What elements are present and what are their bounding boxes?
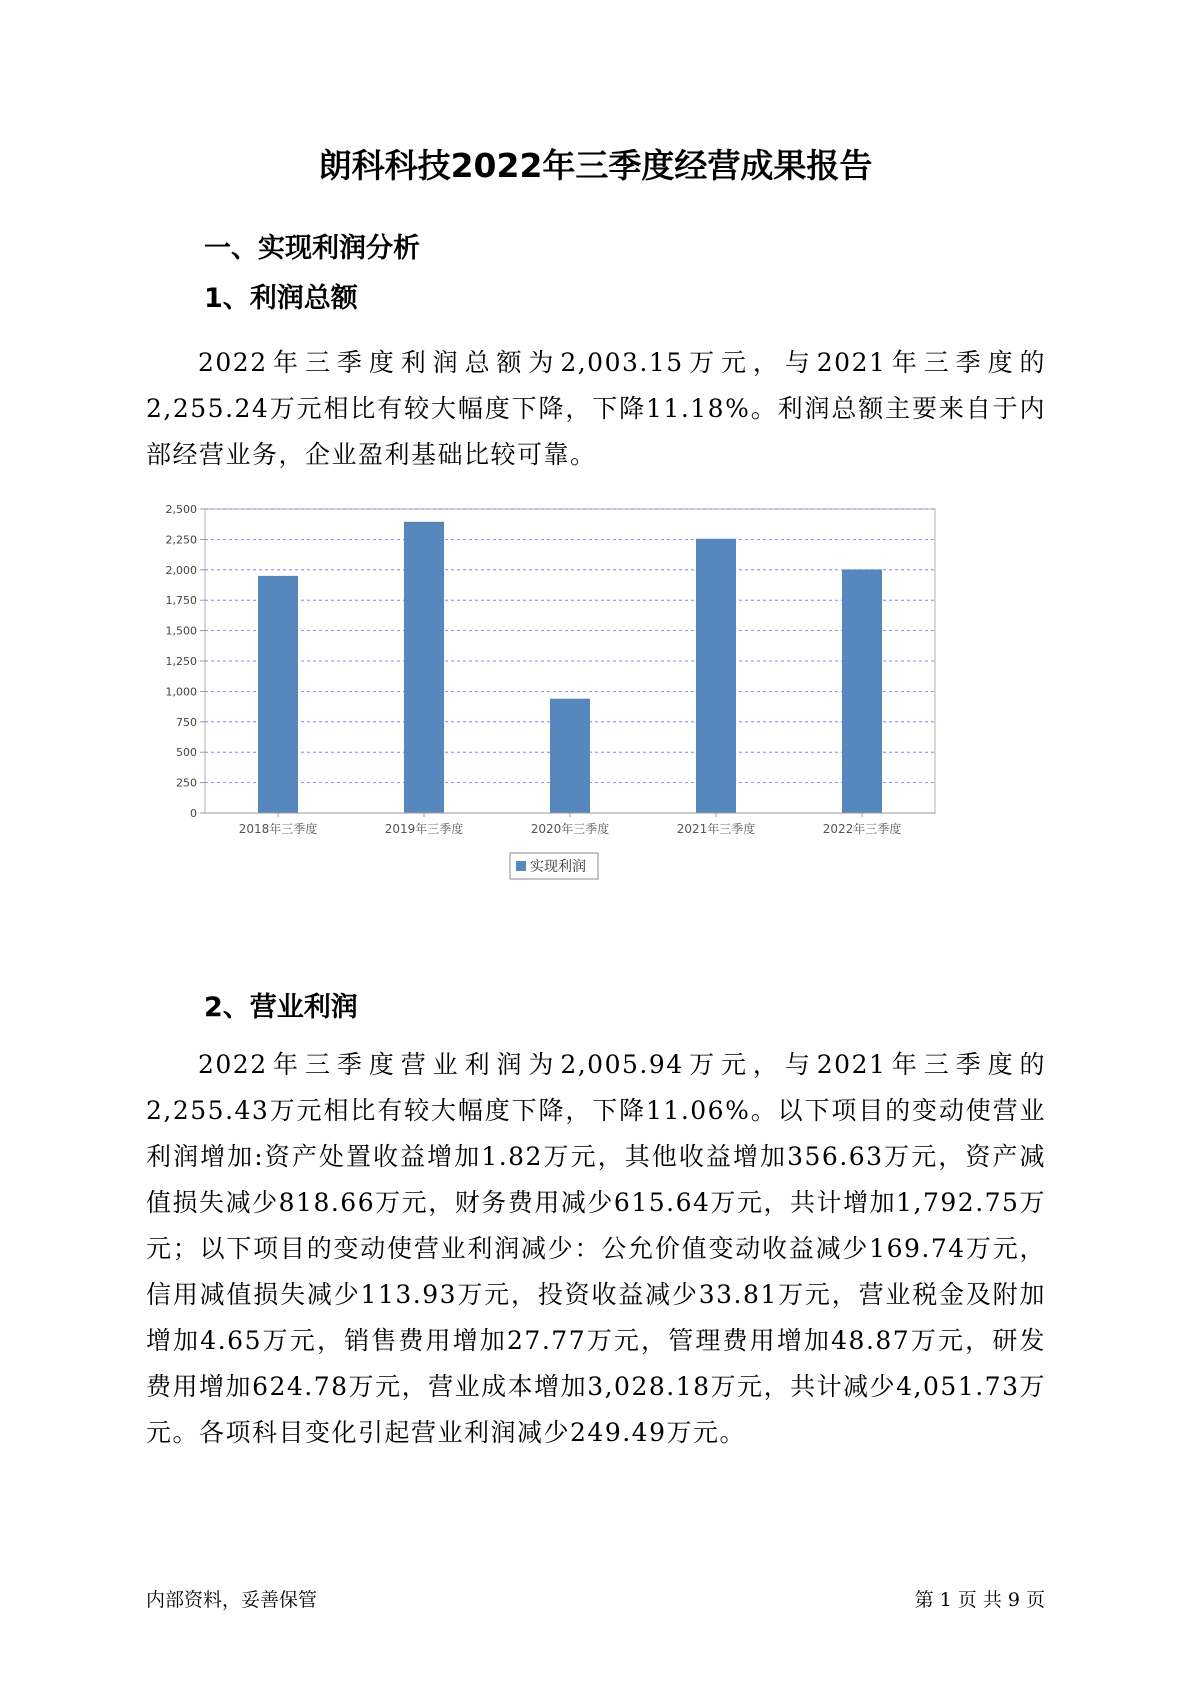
x-tick-label: 2019年三季度 [384,822,464,836]
bar [258,576,298,813]
bar [696,539,736,813]
operating-profit-paragraph: 2022年三季度营业利润为2,005.94万元，与2021年三季度的2,255.43万元相比有较大幅度下降，下降11.06%。以下项目的变动使营业利润增加:资产处置收益增加1.82万元，其他收益增加356.63万元，资产减值损失减少818.66万元，财务费用减少615.64万元，共计增加1,792.75万元；以下项目的变动使营业利润减少：公允价值变动收益减少169.74万元，信用减值损失减少113.93万元，投资收益减少33.81万元，营业税金及附加增加4.65万元，销售费用增加27.77万元，管理费用增加48.87万元，研发费用增加624.78万元，营业成本增加3,028.18万元，共计减少4,051.73万元。各项科目变化引起营业利润减少249.49万元。 [146,1050,1046,1447]
y-tick-label: 0 [190,807,197,820]
x-tick-label: 2022年三季度 [822,822,902,836]
y-tick-label: 500 [176,746,197,760]
y-tick-label: 2,250 [165,533,197,547]
y-tick-label: 1,250 [165,655,197,668]
total-profit-paragraph: 2022年三季度利润总额为2,003.15万元，与2021年三季度的2,255.24万元相比有较大幅度下降，下降11.18%。利润总额主要来自于内部经营业务，企业盈利基础比较可靠。 [146,348,1046,469]
y-tick-label: 1,750 [165,594,197,608]
y-tick-label: 250 [176,776,197,790]
legend-swatch [516,861,526,871]
bar [550,699,590,813]
section-heading-profit-analysis: 一、实现利润分析 [204,233,420,264]
subsection-heading-operating-profit: 2、营业利润 [204,992,358,1023]
y-tick-label: 750 [176,715,197,729]
chart-canvas [140,495,1040,965]
x-tick-label: 2021年三季度 [676,822,756,836]
y-tick-label: 2,000 [165,563,197,577]
y-tick-label: 1,500 [165,624,197,638]
y-tick-label: 1,000 [165,685,197,699]
legend-label: 实现利润 [530,859,586,875]
subsection-heading-total-profit: 1、利润总额 [204,283,358,314]
bar [404,522,444,813]
y-tick-label: 2,500 [165,503,197,516]
bar [842,569,882,813]
profit-bar-chart [140,495,1040,965]
x-tick-label: 2018年三季度 [238,822,318,836]
x-tick-label: 2020年三季度 [530,822,610,836]
footer-confidential-note: 内部资料，妥善保管 [146,1589,318,1611]
footer-page-number: 第 1 页 共 9 页 [914,1589,1045,1611]
page-title: 朗科科技2022年三季度经营成果报告 [318,146,873,185]
